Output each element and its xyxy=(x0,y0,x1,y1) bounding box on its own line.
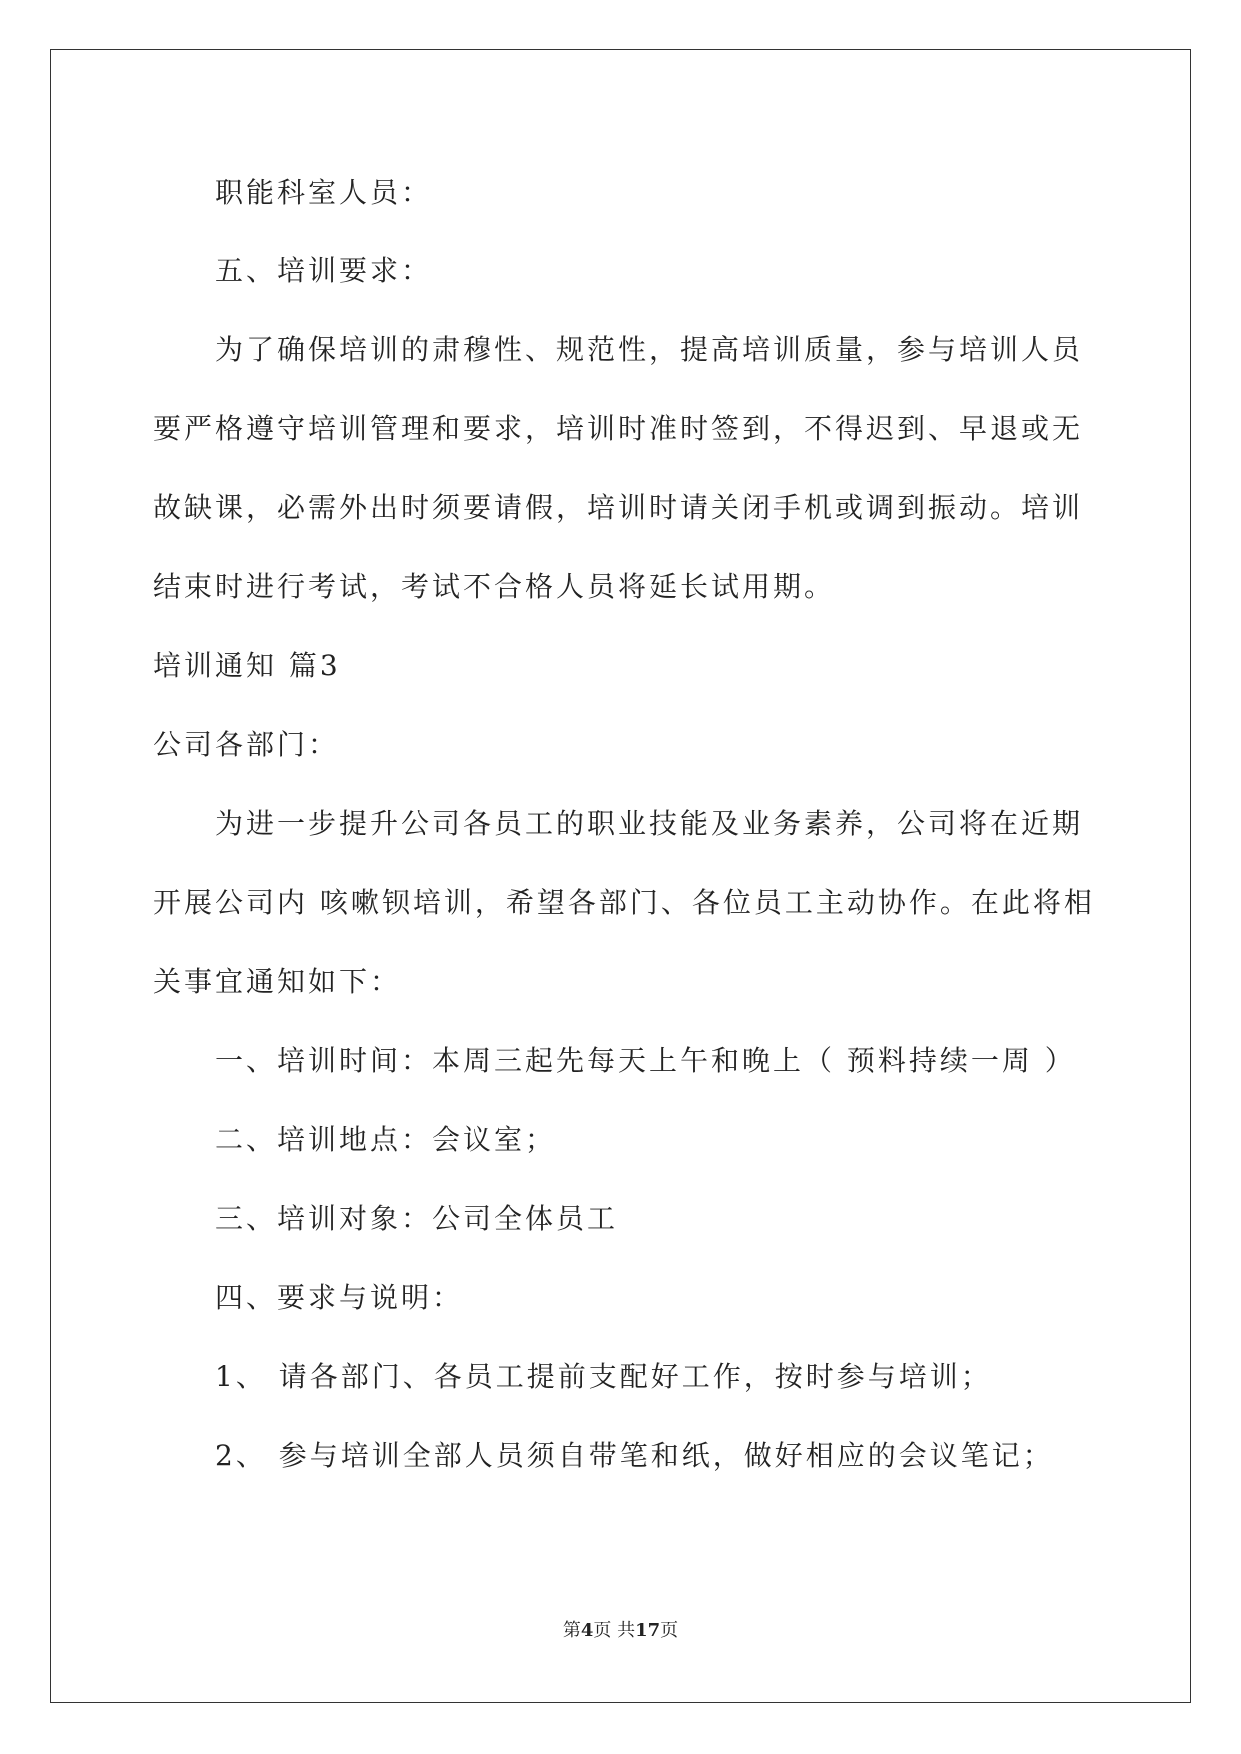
page-number: 4 xyxy=(580,1620,594,1641)
text-line: 开展公司内 咳嗽钡培训，希望各部门、各位员工主动协作。在此将相 xyxy=(153,886,1095,919)
text-line: 结束时进行考试，考试不合格人员将延长试用期。 xyxy=(153,570,836,603)
footer-pre: 第 xyxy=(562,1620,581,1641)
section-heading: 培训通知 篇3 xyxy=(153,649,341,682)
footer-mid: 页 共 xyxy=(593,1620,636,1641)
text-line: 一、培训时间：本周三起先每天上午和晚上（ 预料持续一周 ） xyxy=(215,1044,1076,1077)
text-line: 2、 参与培训全部人员须自带笔和纸，做好相应的会议笔记； xyxy=(215,1439,1054,1472)
text-line: 关事宜通知如下： xyxy=(153,965,402,998)
page-footer xyxy=(0,1619,1241,1643)
text-line: 三、培训对象：公司全体员工 xyxy=(215,1202,619,1235)
text-line: 四、要求与说明： xyxy=(215,1281,464,1314)
text-line: 为了确保培训的肃穆性、规范性，提高培训质量，参与培训人员 xyxy=(215,333,1084,366)
footer-post: 页 xyxy=(660,1620,679,1641)
page-total: 17 xyxy=(635,1620,661,1641)
text-line: 二、培训地点：会议室； xyxy=(215,1123,557,1156)
text-line: 职能科室人员： xyxy=(215,176,433,209)
text-line: 1、 请各部门、各员工提前支配好工作，按时参与培训； xyxy=(215,1360,992,1393)
text-line: 要严格遵守培训管理和要求，培训时准时签到，不得迟到、早退或无 xyxy=(153,412,1084,445)
text-line: 故缺课，必需外出时须要请假，培训时请关闭手机或调到振动。培训 xyxy=(153,491,1084,524)
text-line: 五、培训要求： xyxy=(215,254,433,287)
text-line: 公司各部门： xyxy=(153,728,340,761)
text-line: 为进一步提升公司各员工的职业技能及业务素养，公司将在近期 xyxy=(215,807,1084,840)
